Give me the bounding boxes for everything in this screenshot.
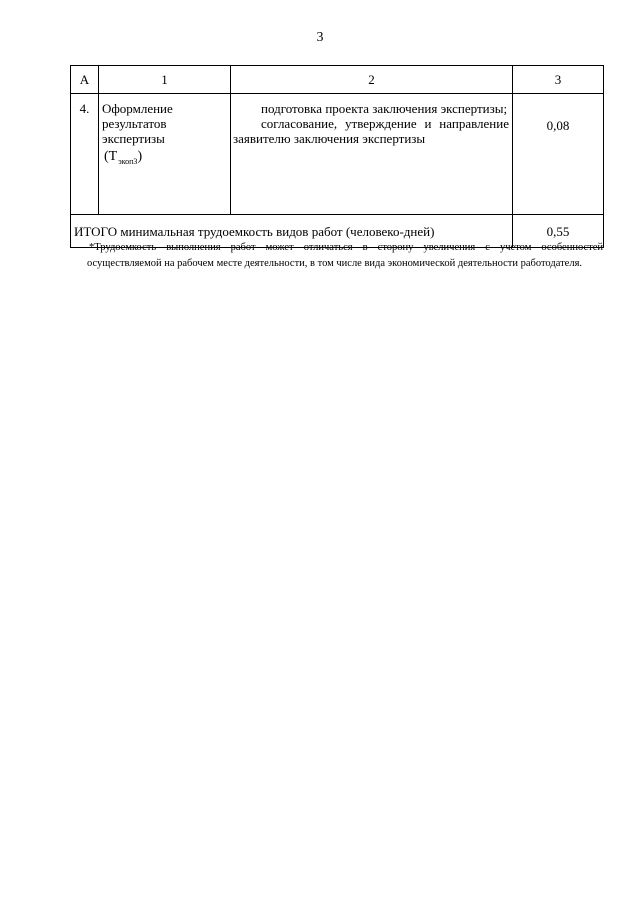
stage-name: Оформление результатов экспертизы [102,101,173,146]
labor-intensity-table [70,65,604,248]
table-row [71,94,604,215]
work-description-line: согласование, утверждение и направление заявителю заключения экспертизы [233,116,509,146]
symbol-open-paren: ( [104,149,109,164]
header-cell-1: 1 [99,66,231,94]
stage-symbol [102,149,227,169]
header-cell-3: 3 [513,66,604,94]
symbol-close-paren: ) [137,149,143,164]
stage-cell [99,94,231,215]
header-cell-2: 2 [231,66,513,94]
work-description-line: подготовка проекта заключения экспертизы; [261,101,508,116]
work-description-cell [231,94,513,215]
page-number: 3 [316,30,324,45]
footnote: *Трудоемкость выполнения работ может отличаться в сторону увеличения с учетом особенностей осуществляемой на рабочем месте деятельности, в том числе вида экономической деятельности работодателя. [87,242,603,269]
symbol-letter: Т [108,149,118,164]
total-label: ИТОГО минимальная трудоемкость видов работ (человеко-дней) [71,215,513,248]
total-value: 0,55 [513,215,604,248]
header-cell-a: А [71,66,99,94]
symbol-subscript: экоп3 [118,156,138,166]
table-header-row [71,66,604,94]
row-number: 4. [71,94,99,215]
labor-value: 0,08 [513,94,604,215]
